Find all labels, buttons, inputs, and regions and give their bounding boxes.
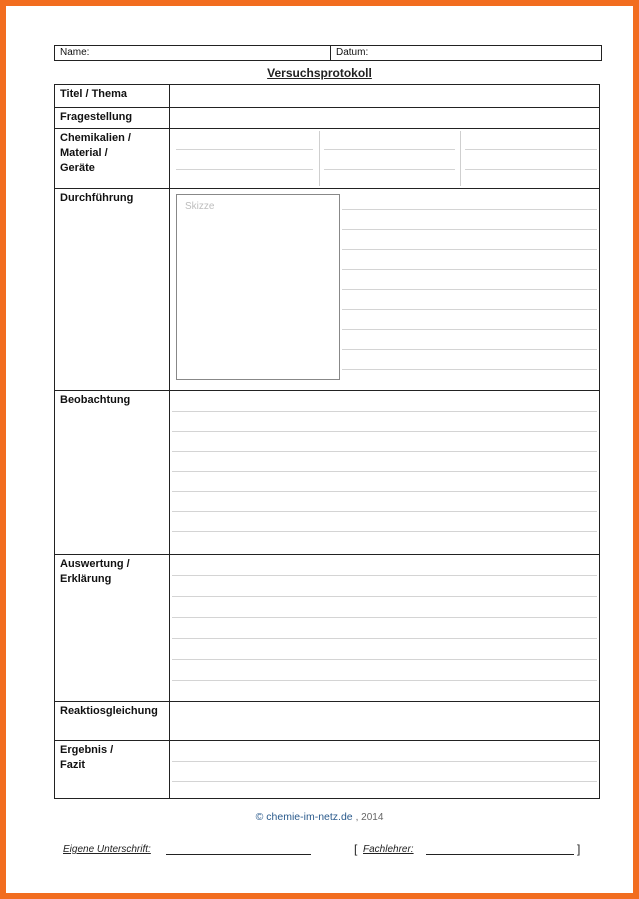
site-link[interactable]: chemie-im-netz.de xyxy=(266,811,353,823)
writing-line xyxy=(172,638,597,639)
copyright-icon: © xyxy=(255,811,264,823)
row-beobachtung xyxy=(55,391,599,555)
writing-line xyxy=(172,531,597,532)
field-ergebnis[interactable] xyxy=(170,741,599,798)
writing-line xyxy=(172,596,597,597)
writing-line xyxy=(172,491,597,492)
label-titel: Titel / Thema xyxy=(55,85,170,107)
writing-line xyxy=(172,781,597,782)
writing-line xyxy=(465,169,597,170)
writing-line xyxy=(172,471,597,472)
name-label: Name: xyxy=(60,47,90,58)
copyright-year: , 2014 xyxy=(355,812,384,823)
page-title: Versuchsprotokoll xyxy=(267,66,372,80)
writing-line xyxy=(342,369,597,370)
field-chemikalien[interactable] xyxy=(170,129,599,188)
worksheet-page xyxy=(6,6,633,893)
bracket-open: [ xyxy=(354,842,358,856)
label-ergebnis: Ergebnis / Fazit xyxy=(55,741,170,798)
teacher-label: Fachlehrer: xyxy=(363,844,414,855)
label-beobachtung: Beobachtung xyxy=(55,391,170,554)
row-ergebnis xyxy=(55,741,599,798)
writing-line xyxy=(342,229,597,230)
writing-line xyxy=(342,349,597,350)
writing-line xyxy=(172,575,597,576)
writing-line xyxy=(172,431,597,432)
label-chemikalien: Chemikalien / Material / Geräte xyxy=(55,129,170,188)
name-field[interactable] xyxy=(55,46,331,60)
protocol-table xyxy=(54,84,600,799)
writing-line xyxy=(172,411,597,412)
row-titel xyxy=(55,85,599,108)
sketch-box[interactable] xyxy=(176,194,340,380)
writing-line xyxy=(176,169,313,170)
writing-line xyxy=(172,659,597,660)
writing-line xyxy=(324,149,455,150)
label-durchfuehrung: Durchführung xyxy=(55,189,170,390)
column-divider xyxy=(319,131,320,186)
date-field[interactable] xyxy=(331,46,368,60)
field-titel[interactable] xyxy=(170,85,599,107)
writing-line xyxy=(342,309,597,310)
writing-line xyxy=(465,149,597,150)
writing-line xyxy=(342,329,597,330)
writing-line xyxy=(172,451,597,452)
writing-line xyxy=(324,169,455,170)
signature-label: Eigene Unterschrift: xyxy=(63,844,151,855)
field-auswertung[interactable] xyxy=(170,555,599,701)
row-chemikalien xyxy=(55,129,599,189)
label-auswertung: Auswertung / Erklärung xyxy=(55,555,170,701)
writing-line xyxy=(172,761,597,762)
writing-line xyxy=(342,269,597,270)
name-date-bar xyxy=(54,45,602,61)
field-reaktionsgleichung[interactable] xyxy=(170,702,599,740)
writing-line xyxy=(176,149,313,150)
label-reaktionsgleichung: Reaktiosgleichung xyxy=(55,702,170,740)
copyright-footer xyxy=(6,811,633,823)
field-fragestellung[interactable] xyxy=(170,108,599,128)
sketch-label: Skizze xyxy=(185,201,215,212)
label-fragestellung: Fragestellung xyxy=(55,108,170,128)
writing-line xyxy=(342,209,597,210)
row-durchfuehrung xyxy=(55,189,599,391)
signature-line[interactable] xyxy=(166,854,311,855)
row-fragestellung xyxy=(55,108,599,129)
writing-line xyxy=(342,289,597,290)
column-divider xyxy=(460,131,461,186)
field-beobachtung[interactable] xyxy=(170,391,599,554)
row-auswertung xyxy=(55,555,599,702)
date-label: Datum: xyxy=(336,47,369,58)
writing-line xyxy=(172,680,597,681)
writing-line xyxy=(172,511,597,512)
bracket-close: ] xyxy=(577,842,581,856)
writing-line xyxy=(342,249,597,250)
row-reaktionsgleichung xyxy=(55,702,599,741)
field-durchfuehrung[interactable] xyxy=(170,189,599,390)
writing-line xyxy=(172,617,597,618)
teacher-signature-line[interactable] xyxy=(426,854,574,855)
